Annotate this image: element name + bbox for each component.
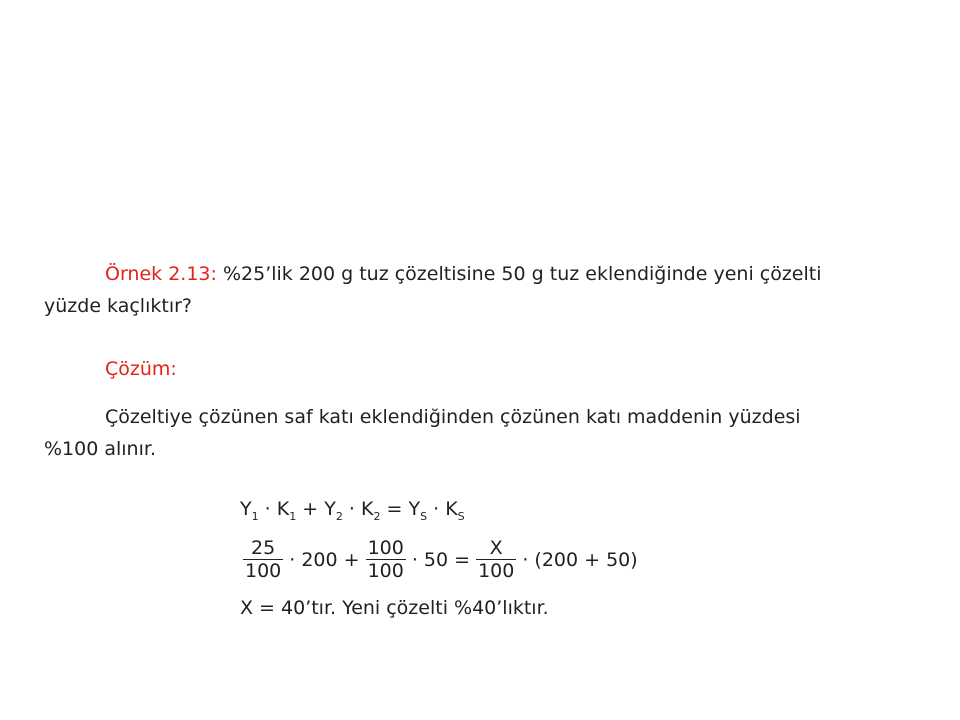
example-question-line1: %25’lik 200 g tuz çözeltisine 50 g tuz eklendiğinde yeni çözelti xyxy=(216,263,822,285)
solution-text-line2: %100 alınır. xyxy=(44,438,156,460)
solution-text-line1: Çözeltiye çözünen saf katı eklendiğinden çözünen katı maddenin yüzdesi xyxy=(105,406,801,428)
solution-heading: Çözüm: xyxy=(105,358,177,380)
example-question-line2: yüzde kaçlıktır? xyxy=(44,295,192,317)
example-paragraph xyxy=(44,258,926,322)
fraction-100-100: $\frac{100}{100}$ xyxy=(367,537,404,582)
formula-mixing-equation: $Y_1 \cdot K_1 + Y_2 \cdot K_2 = Y_S \cdot K_S$ xyxy=(240,498,465,523)
solution-heading-paragraph xyxy=(44,353,926,385)
formula-substitution: $\frac{25}{100}$ · 200 + $\frac{100}{100}$ · 50 = $\frac{X}{100}$ · (200 + 50) xyxy=(245,537,638,582)
result-line: X = 40’tır. Yeni çözelti %40’lıktır. xyxy=(240,597,549,619)
solution-paragraph xyxy=(44,401,926,465)
fraction-25-100: $\frac{25}{100}$ xyxy=(245,537,282,582)
example-label: Örnek 2.13: xyxy=(105,263,217,285)
fraction-x-100: $\frac{X}{100}$ xyxy=(478,537,515,582)
